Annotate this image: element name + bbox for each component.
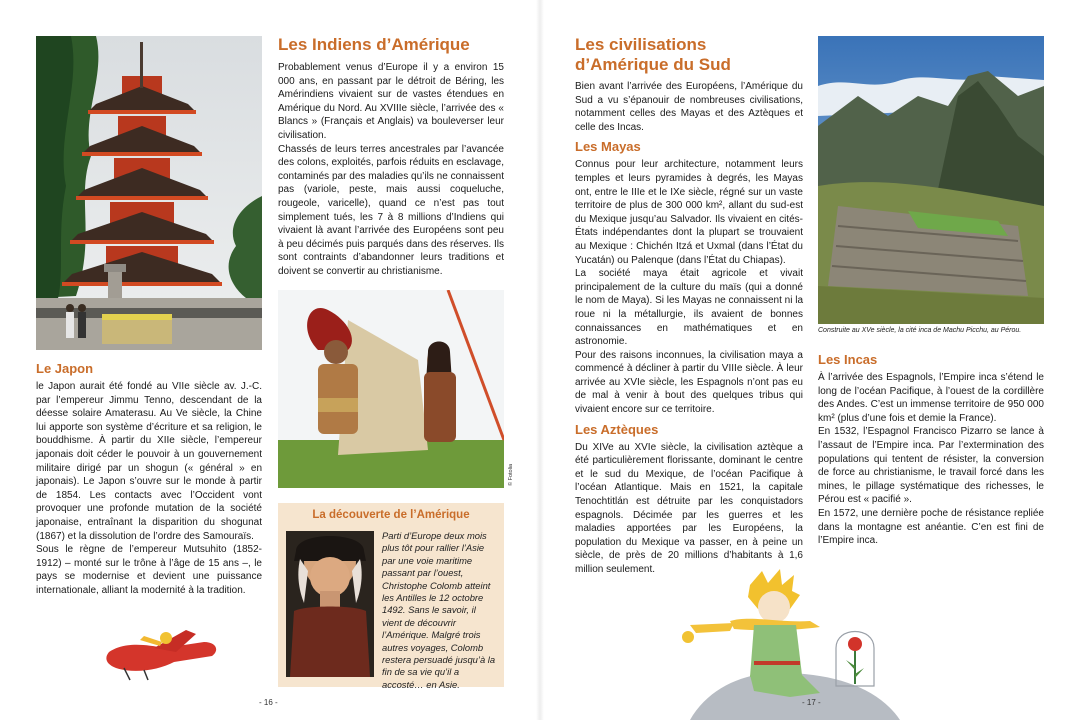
mayas-paragraph: La société maya était agricole et vivait principalement de la culture du maïs (qui a donné le nom de Maya). Si les Mayas ne connaissent ni la roue ni la métallurgie, ils avaient de bonnes connaissances en mathématiques et en astronomie. [575, 268, 803, 348]
japan-paragraph: Sous le règne de l’empereur Mutsuhito (1852-1912) – monté sur le trône à l’âge de 15 ans –, le pays se modernise et devient une puissance internationale, alliant la modernité à la tradition. [36, 544, 262, 596]
indians-paragraph: Probablement venus d’Europe il y a environ 15 000 ans, en passant par le détroit de Béring, les Amérindiens vivaient sur de vastes étendues en Amérique du Nord. Au XVIIIe siècle, l’arrivée des « Blancs » (Français et Anglais) va bouleverser leur civilisation. [278, 62, 504, 141]
little-prince-plane [104, 612, 224, 682]
mayas-paragraph: Connus pour leur architecture, notamment leurs temples et leurs pyramides à degrés, les Mayas ont, entre le IIIe et le IXe siècle, régné sur un vaste territoire de plus de 300 000 km², allant du sud-est du Mexique jusqu’au Salvador. Ils vivaient en cités-États indépendantes dont la plupart se trouvaient au Mexique : Chichén Itzá et Uxmal (dans l’État du Yucatán) ou Palenque (dans l’État du Chiapas). [575, 159, 803, 266]
discovery-box-text: Parti d’Europe deux mois plus tôt pour rallier l’Asie par une voie maritime passant par l’ouest, Christophe Colomb atteint les Antilles le 12 octobre 1492. Sans le savoir, il vient de découvrir l’Amérique. Malgré trois autres voyages, Colomb restera persuadé jusqu’à la fin de sa vie qu’il a accosté… en Asie. [382, 530, 496, 690]
incas-title: Les Incas [818, 352, 878, 367]
indians-title: Les Indiens d’Amérique [278, 35, 470, 54]
incas-body [818, 371, 1044, 548]
aztecs-body: Du XIVe au XVIe siècle, la civilisation aztèque a été particulièrement florissante, dominant le centre et le sud du Mexique, de l’océan Pacifique à l’océan Atlantique. Mais en 1521, la capitale Tenochtitlán est détruite par les conquistadors espagnols. Décimée par les guerres et les maladies apportées par les Européens, la population du Mexique va passer, en à peine un siècle, de près de 20 millions d’habitants à 1,6 million seulement. [575, 441, 803, 575]
discovery-box-title: La découverte de l’Amérique [312, 509, 470, 521]
indians-photo [278, 290, 504, 488]
incas-paragraph: En 1572, une dernière poche de résistance repliée dans la montagne est anéantie. C’en est fini de l’Empire inca. [818, 507, 1044, 547]
south-america-intro: Bien avant l’arrivée des Européens, l’Amérique du Sud a vu s’épanouir de nombreuses civilisations, notamment celles des Mayas et des Aztèques et celle des Incas. [575, 81, 803, 133]
south-america-section [575, 35, 803, 577]
pagoda-photo [36, 36, 262, 350]
mayas-paragraph: Pour des raisons inconnues, la civilisation maya a commencé à décliner à partir du VIIIe siècle. À leur arrivée au XVIe siècle, les Espagnols n’ont pas eu de mal à venir à bout des quelques tribus qui vivaient encore sur ce territoire. [575, 349, 803, 416]
mayas-body [575, 158, 803, 416]
incas-paragraph: À l’arrivée des Espagnols, l’Empire inca s’étend le long de l’océan Pacifique, à l’ouest de la cordillère des Andes. C’est un immense territoire de 950 000 km² (plus d’une fois et demie la France). [818, 372, 1044, 424]
mayas-title: Les Mayas [575, 139, 641, 155]
discovery-box [278, 503, 504, 690]
columbus-portrait [286, 531, 374, 677]
aztecs-title: Les Aztèques [575, 421, 659, 437]
south-america-title: Les civilisations d’Amérique du Sud [575, 35, 731, 74]
japan-title: Le Japon [36, 361, 94, 376]
japan-paragraph: le Japon aurait été fondé au VIIe siècle av. J.-C. par l’empereur Jimmu Tenno, descendant de la déesse solaire Amaterasu. Au Ve siècle, la Chine lui apporte son système d’écriture et sa religion, le bouddhisme. À partir du XIIe siècle, l’empereur japonais doit céder le pouvoir à un gouvernement militaire dirigé par un shogun (« général » en japonais). Le Japon s’ouvre sur le monde à partir de 1854. Les contacts avec l’Occident vont provoquer une profonde mutation de la société japonaise, entraînant la disparition du shogunat (1867) et la dissolution de l’ordre des Samouraïs. [36, 381, 262, 542]
japan-section [36, 361, 262, 598]
incas-section [818, 352, 1044, 548]
machu-picchu-caption: Construite au XVe siècle, la cité inca de Machu Picchu, au Pérou. [818, 327, 1022, 334]
rose-under-glass [830, 622, 880, 692]
machu-picchu-photo [818, 36, 1044, 324]
indians-body [278, 61, 504, 279]
japan-body [36, 380, 262, 598]
indians-paragraph: Chassés de leurs terres ancestrales par l’avancée des colons, exploités, parfois réduits en esclavage, contaminés par des maladies qu’ils ne connaissent pas (variole, peste, mais aussi coqueluche, rougeole, varicelle), quand ce n’est pas tout simplement tués, les 7 à 8 millions d’Indiens qui vivaient là avant l’arrivée des Européens sont peu à peu décimés puis parqués dans des réserves. Ils sont contraints d’abandonner leurs traditions et doivent se convertir au christianisme. [278, 143, 504, 277]
right-page [540, 0, 1080, 720]
page-number-right: - 17 - [802, 698, 821, 707]
incas-paragraph: En 1532, l’Espagnol Francisco Pizarro se lance à l’assaut de l’Empire inca. Par l’extermination des populations qui tentent de résister, la conversion de force au christianisme, le travail forcé dans les mines, le pillage systématique des richesses, le Pérou est « pacifié ». [818, 426, 1044, 506]
indians-photo-credit: © Fotolia [508, 463, 514, 486]
indians-section [278, 35, 504, 279]
page-number-left: - 16 - [259, 698, 278, 707]
